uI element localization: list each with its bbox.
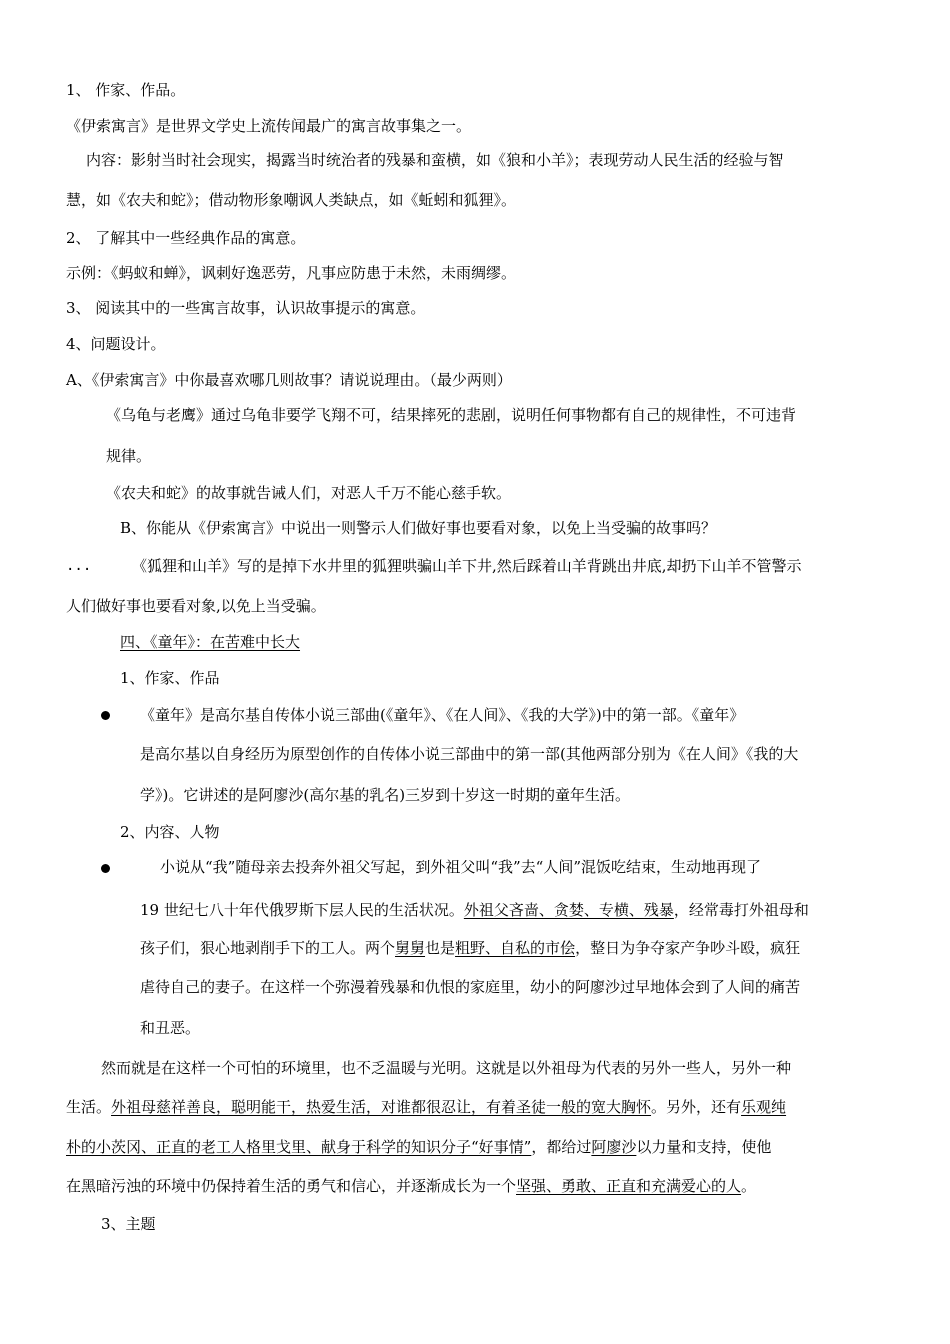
- grandmother-paragraph-line-4: [66, 1176, 756, 1196]
- underlined-text: 粗野、自私的市侩: [455, 939, 576, 957]
- text-run: 在黑暗污浊的环境中仍保持着生活的勇气和信心，并逐渐成长为一个: [66, 1177, 517, 1195]
- question-b: B、你能从《伊索寓言》中说出一则警示人们做好事也要看对象，以免上当受骗的故事吗？: [120, 519, 717, 537]
- underlined-text: 乐观纯: [741, 1098, 787, 1116]
- aesop-intro: 《伊索寓言》是世界文学史上流传闻最广的寓言故事集之一。: [66, 117, 472, 135]
- bullet-icon: [101, 711, 110, 720]
- childhood-content-line-3: [140, 938, 800, 958]
- underlined-text: 外祖母慈祥善良，聪明能干，热爱生活，对谁都很忍让，有着圣徒一般的宽大胸怀: [111, 1098, 652, 1116]
- text-run: 。: [741, 1177, 757, 1195]
- grandmother-paragraph-line-2: [66, 1097, 786, 1117]
- childhood-section-1-heading: 1、作家、作品: [120, 669, 220, 687]
- childhood-content-line-5: 和丑恶。: [140, 1019, 201, 1037]
- childhood-work-line-3: 学》)。它讲述的是阿廖沙(高尔基的乳名)三岁到十岁这一时期的童年生活。: [140, 786, 631, 804]
- childhood-work-line-1: 《童年》是高尔基自传体小说三部曲(《童年》、《在人间》、《我的大学》)中的第一部。《童年》: [140, 706, 745, 724]
- text-run: 生活。: [66, 1098, 112, 1116]
- text-run: 。另外，还有: [651, 1098, 742, 1116]
- chapter-childhood-title: 四、《童年》：在苦难中长大: [120, 633, 301, 651]
- text-run: ，经常毒打外祖母和: [673, 901, 809, 919]
- text-run: ，整日为争夺家产争吵斗殴，疯狂: [575, 939, 801, 957]
- underlined-text: 朴的小茨冈、正直的老工人格里戈里、献身于科学的知识分子“好事情”: [66, 1138, 532, 1156]
- answer-farmer-snake: 《农夫和蛇》的故事就告诫人们，对恶人千万不能心慈手软。: [106, 484, 512, 502]
- ellipsis-marker: ...: [66, 558, 92, 574]
- section-3-heading: 3、 阅读其中的一些寓言故事，认识故事提示的寓意。: [66, 299, 426, 317]
- bullet-icon: [101, 864, 110, 873]
- childhood-work-line-2: 是高尔基以自身经历为原型创作的自传体小说三部曲中的第一部(其他两部分别为《在人间》《我的大: [140, 745, 799, 763]
- childhood-content-line-2: [140, 900, 809, 920]
- childhood-section-3-heading: 3、主题: [101, 1215, 156, 1233]
- underlined-text: 阿廖沙: [591, 1138, 637, 1156]
- text-run: 也是: [425, 939, 456, 957]
- underlined-text: 坚强、勇敢、正直和充满爱心的人: [516, 1177, 742, 1195]
- aesop-content-line-1: 内容：影射当时社会现实，揭露当时统治者的残暴和蛮横，如《狼和小羊》；表现劳动人民生活的经验与智: [86, 151, 784, 169]
- section-1-heading: 1、 作家、作品。: [66, 81, 186, 99]
- text-run: 孩子们，狠心地剥削手下的工人。两个: [140, 939, 396, 957]
- underlined-text: 舅舅: [395, 939, 426, 957]
- childhood-content-line-1: 小说从“我”随母亲去投奔外祖父写起，到外祖父叫“我”去“人间”混饭吃结束，生动地再现了: [160, 858, 762, 876]
- example-ant-cicada: 示例：《蚂蚁和蝉》，讽刺好逸恶劳，凡事应防患于未然，未雨绸缪。: [66, 264, 517, 282]
- section-4-heading: 4、问题设计。: [66, 335, 166, 353]
- childhood-content-line-4: 虐待自己的妻子。在这样一个弥漫着残暴和仇恨的家庭里，幼小的阿廖沙过早地体会到了人间的痛苦: [140, 978, 801, 996]
- text-run: 以力量和支持，使他: [636, 1138, 772, 1156]
- underlined-text: 外祖父吝啬、贪婪、专横、残暴: [463, 901, 674, 919]
- childhood-section-2-heading: 2、内容、人物: [120, 823, 220, 841]
- grandmother-paragraph-line-3: [66, 1137, 771, 1157]
- answer-fox-goat-line-2: 人们做好事也要看对象,以免上当受骗。: [66, 597, 326, 615]
- text-run: 19 世纪七八十年代俄罗斯下层人民的生活状况。: [140, 901, 464, 919]
- grandmother-paragraph-line-1: 然而就是在这样一个可怕的环境里，也不乏温暖与光明。这就是以外祖母为代表的另外一些人，另外一种: [101, 1059, 792, 1077]
- aesop-content-line-2: 慧，如《农夫和蛇》；借动物形象嘲讽人类缺点，如《蚯蚓和狐狸》。: [66, 191, 517, 209]
- answer-fox-goat-line-1: 《狐狸和山羊》写的是掉下水井里的狐狸哄骗山羊下井,然后踩着山羊背跳出井底,却扔下山羊不管警示: [132, 557, 802, 575]
- answer-tortoise-eagle-line-2: 规律。: [106, 447, 152, 465]
- answer-tortoise-eagle-line-1: 《乌龟与老鹰》通过乌龟非要学飞翔不可，结果摔死的悲剧，说明任何事物都有自己的规律性，不可违背: [106, 406, 797, 424]
- section-2-heading: 2、 了解其中一些经典作品的寓意。: [66, 229, 306, 247]
- text-run: ，都给过: [531, 1138, 592, 1156]
- question-a: A、《伊索寓言》中你最喜欢哪几则故事？请说说理由。（最少两则）: [66, 371, 512, 389]
